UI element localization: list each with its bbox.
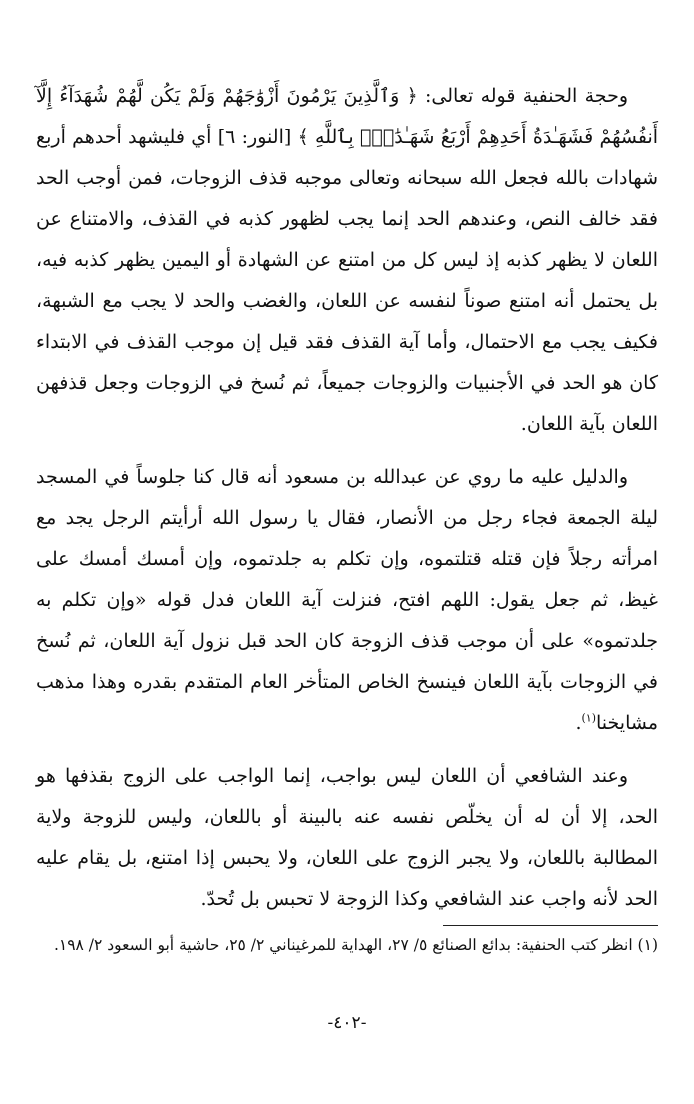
paragraph-shafii-view — [36, 756, 658, 920]
paragraph-text: والدليل عليه ما روي عن عبدالله بن مسعود أنه قال كنا جلوساً في المسجد ليلة الجمعة فجاء رجل من الأنصار، فقال يا رسول الله أرأيتم الرجل يجد مع امرأته رجلاً فإن قتله قتلتموه، وإن تكلم به جلدتموه، وإن أمسك أمسك على غيظ، ثم جعل يقول: اللهم افتح، فنزلت آية اللعان فدل قوله «وإن تكلم به جلدتموه» على أن موجب قذف الزوجة كان الحد قبل نزول آية اللعان، ثم نُسخ في الزوجات بآية اللعان فينسخ الخاص المتأخر العام المتقدم بقدره وهذا مذهب مشايخنا — [36, 466, 658, 734]
paragraph-intro: وحجة الحنفية قوله تعالى: — [417, 85, 628, 107]
page-number: -٤٠٢- — [327, 1013, 367, 1033]
footnote — [36, 930, 658, 960]
footnote-text: (١) انظر كتب الحنفية: بدائع الصنائع ٥/ ٢٧، الهداية للمرغيناني ٢/ ٢٥، حاشية أبو السعود ٢/ ١٩٨. — [53, 936, 658, 954]
footnote-reference[interactable]: (١) — [581, 711, 596, 725]
footnote-divider — [443, 925, 658, 926]
paragraph-text: وعند الشافعي أن اللعان ليس بواجب، إنما الواجب على الزوج بقذفها هو الحد، إلا أن له أن يخلّص نفسه عنه بالبينة أو باللعان، وليس للزوجة ولاية المطالبة باللعان، ولا يجبر الزوج على اللعان، ولا يحبس إذا امتنع، بل يقام عليه الحد لأنه واجب عند الشافعي وكذا الزوجة لا تحبس بل تُحدّ. — [36, 765, 658, 910]
paragraph-end: . — [575, 712, 582, 734]
paragraph-evidence — [36, 457, 658, 744]
paragraph-hanafi-argument — [36, 76, 658, 445]
page-body — [36, 76, 658, 932]
verse-citation: [النور: ٦] — [211, 126, 298, 148]
quran-verse: ﴿ وَٱلَّذِينَ يَرْمُونَ أَزْوَٰجَهُمْ وَلَمْ يَكُن لَّهُمْ شُهَدَآءُ إِلَّآ أَنفُسُهُمْ فَشَهَـٰدَةُ أَحَدِهِمْ أَرْبَعُ شَهَـٰدَٰتٍۭ بِٱللَّهِ ﴾ — [36, 85, 659, 148]
paragraph-rest: أي فليشهد أحدهم أربع شهادات بالله فجعل الله سبحانه وتعالى موجبه قذف الزوجات، فمن أوجب الحد فقد خالف النص، وعندهم الحد إنما يجب لظهور كذبه في القذف، والامتناع عن اللعان لا يظهر كذبه إذ ليس كل من امتنع عن الشهادة أو اليمين يظهر كذبه فيه، بل يحتمل أنه امتنع صوناً لنفسه عن اللعان، والغضب والحد لا يجب مع الشبهة، فكيف يجب مع الاحتمال، وأما آية القذف فقد قيل إن موجب القذف في الابتداء كان هو الحد في الأجنبيات والزوجات جميعاً، ثم نُسخ في الزوجات وجعل قذفهن اللعان بآية اللعان. — [36, 126, 658, 435]
